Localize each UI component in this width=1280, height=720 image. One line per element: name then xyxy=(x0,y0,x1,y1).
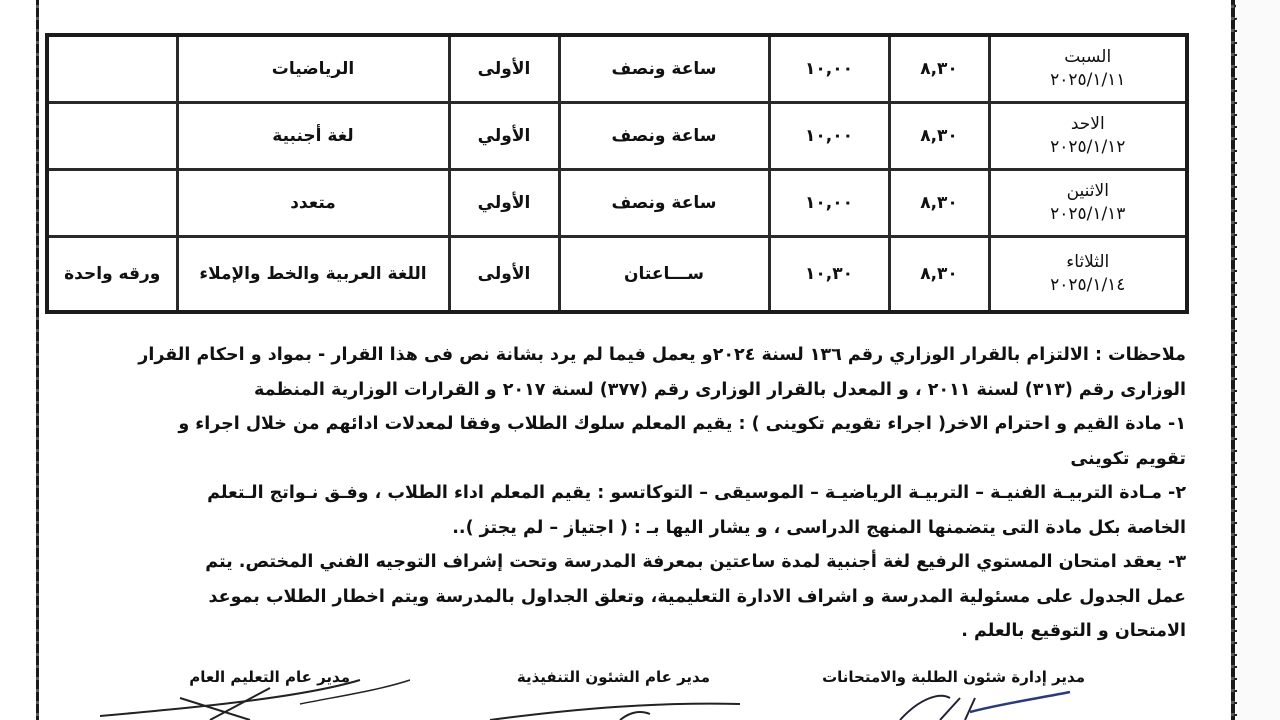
end-time: ١٠,٣٠ xyxy=(769,236,889,312)
end-time: ١٠,٠٠ xyxy=(769,169,889,236)
note-item-3-end: الامتحان و التوقيع بالعلم . xyxy=(961,621,1186,641)
page-border-left xyxy=(36,0,39,720)
note-item-2: ٢- مـادة التربيـة الفنيـة – التربيـة الرياضيـة – الموسيقى – التوكاتسو : يقيم المعلم اداء الطلاب ، وفـق نـواتج الـتعلم xyxy=(207,483,1186,503)
row-note xyxy=(47,102,177,169)
day-name: الثلاثاء xyxy=(1066,251,1110,272)
duration: ســـاعتان xyxy=(559,236,769,312)
page-border-right xyxy=(1231,0,1235,720)
notes-section xyxy=(40,338,1186,649)
period: الأولى xyxy=(449,35,559,102)
table-row xyxy=(47,236,1187,312)
subject: اللغة العربية والخط والإملاء xyxy=(177,236,449,312)
page-margin-right xyxy=(1236,0,1280,720)
end-time: ١٠,٠٠ xyxy=(769,102,889,169)
exam-schedule-table xyxy=(45,33,1189,314)
day-date-cell xyxy=(989,236,1187,312)
subject: لغة أجنبية xyxy=(177,102,449,169)
duration: ساعة ونصف xyxy=(559,102,769,169)
exam-date: ٢٠٢٥/١/١٤ xyxy=(1050,274,1126,295)
day-date-cell xyxy=(989,35,1187,102)
signature-title-student-affairs: مدير إدارة شئون الطلبة والامتحانات xyxy=(822,668,1085,686)
note-item-1: ١- مادة القيم و احترام الاخر( اجراء تقويم تكوينى ) : يقيم المعلم سلوك الطلاب وفقا لمعدلات ادائهم من خلال اجراء و xyxy=(178,414,1186,434)
start-time: ٨,٣٠ xyxy=(889,102,989,169)
row-note xyxy=(47,169,177,236)
handwritten-signatures-icon xyxy=(40,668,1140,720)
period: الأولي xyxy=(449,169,559,236)
duration: ساعة ونصف xyxy=(559,35,769,102)
day-name: السبت xyxy=(1064,46,1112,67)
start-time: ٨,٣٠ xyxy=(889,35,989,102)
row-note xyxy=(47,35,177,102)
subject: متعدد xyxy=(177,169,449,236)
period: الأولي xyxy=(449,102,559,169)
exam-date: ٢٠٢٥/١/١٣ xyxy=(1050,203,1126,224)
day-name: الاثنين xyxy=(1066,180,1109,201)
duration: ساعة ونصف xyxy=(559,169,769,236)
subject: الرياضيات xyxy=(177,35,449,102)
notes-line: الوزارى رقم (٣١٣) لسنة ٢٠١١ ، و المعدل بالقرار الوزارى رقم (٣٧٧) لسنة ٢٠١٧ و القرارات الوزارية المنظمة xyxy=(254,379,1186,400)
table-row xyxy=(47,102,1187,169)
day-date-cell xyxy=(989,102,1187,169)
signature-title-executive-affairs: مدير عام الشئون التنفيذية xyxy=(516,668,710,686)
exam-date: ٢٠٢٥/١/١٢ xyxy=(1050,136,1126,157)
note-item-3-cont: عمل الجدول على مسئولية المدرسة و اشراف الادارة التعليمية، وتعلق الجداول بالمدرسة ويتم اخطار الطلاب بموعد xyxy=(208,586,1186,607)
note-item-2-cont: الخاصة بكل مادة التى يتضمنها المنهج الدراسى ، و يشار اليها بـ : ( اجتياز – لم يجتز ).. xyxy=(452,517,1186,538)
row-note: ورقه واحدة xyxy=(47,236,177,312)
exam-date: ٢٠٢٥/١/١١ xyxy=(1050,69,1126,90)
table-row xyxy=(47,35,1187,102)
signatures-block xyxy=(40,668,1140,720)
period: الأولى xyxy=(449,236,559,312)
end-time: ١٠,٠٠ xyxy=(769,35,889,102)
signature-title-general-education: مدير عام التعليم العام xyxy=(189,668,350,686)
note-item-1-cont: تقويم تكوينى xyxy=(1070,448,1186,469)
note-item-3: ٣- يعقد امتحان المستوي الرفيع لغة أجنبية لمدة ساعتين بمعرفة المدرسة وتحت إشراف التوجيه الفني المختص. يتم xyxy=(205,552,1186,572)
start-time: ٨,٣٠ xyxy=(889,169,989,236)
notes-heading-line: ملاحظات : الالتزام بالقرار الوزاري رقم ١٣٦ لسنة ٢٠٢٤و يعمل فيما لم يرد بشانة نص فى هذا القرار - بمواد و احكام القرار xyxy=(138,345,1186,365)
table-row xyxy=(47,169,1187,236)
start-time: ٨,٣٠ xyxy=(889,236,989,312)
day-name: الاحد xyxy=(1070,113,1105,134)
day-date-cell xyxy=(989,169,1187,236)
